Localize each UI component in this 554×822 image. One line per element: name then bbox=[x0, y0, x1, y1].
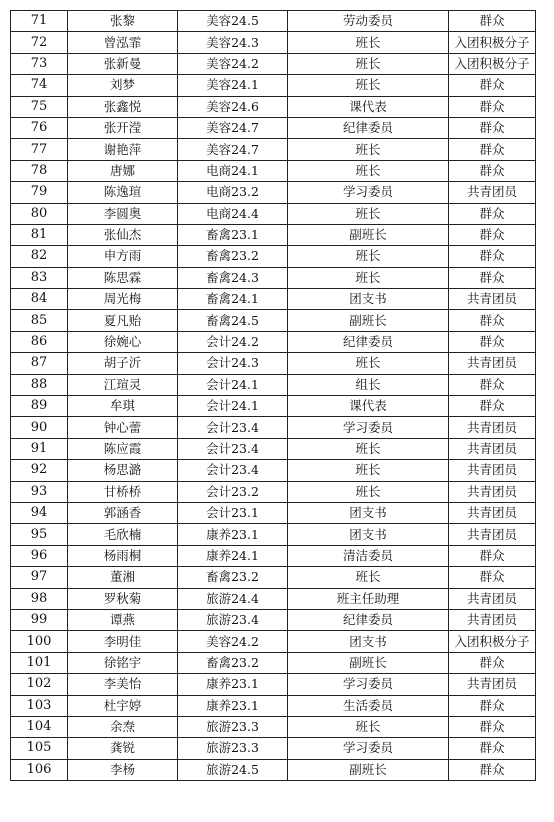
row-number-cell: 82 bbox=[11, 246, 68, 267]
row-number-cell: 104 bbox=[11, 716, 68, 737]
position-cell: 劳动委员 bbox=[288, 11, 449, 32]
position-cell: 副班长 bbox=[288, 652, 449, 673]
row-number-cell: 90 bbox=[11, 417, 68, 438]
student-name-cell: 胡子沂 bbox=[68, 353, 178, 374]
political-status-cell: 群众 bbox=[449, 652, 536, 673]
table-row bbox=[11, 652, 536, 673]
student-name-cell: 陈应霞 bbox=[68, 438, 178, 459]
row-number-cell: 75 bbox=[11, 96, 68, 117]
row-number-cell: 83 bbox=[11, 267, 68, 288]
student-name-cell: 郭涵香 bbox=[68, 502, 178, 523]
table-row bbox=[11, 396, 536, 417]
student-name-cell: 陈思霖 bbox=[68, 267, 178, 288]
student-name-cell: 张仙杰 bbox=[68, 224, 178, 245]
political-status-cell: 共青团员 bbox=[449, 609, 536, 630]
class-name-cell: 会计23.4 bbox=[178, 438, 288, 459]
table-row bbox=[11, 96, 536, 117]
row-number-cell: 78 bbox=[11, 160, 68, 181]
class-name-cell: 会计23.4 bbox=[178, 417, 288, 438]
position-cell: 学习委员 bbox=[288, 417, 449, 438]
position-cell: 班长 bbox=[288, 567, 449, 588]
position-cell: 纪律委员 bbox=[288, 331, 449, 352]
class-name-cell: 旅游24.4 bbox=[178, 588, 288, 609]
student-name-cell: 徐婉心 bbox=[68, 331, 178, 352]
table-row bbox=[11, 588, 536, 609]
political-status-cell: 群众 bbox=[449, 139, 536, 160]
class-name-cell: 美容24.2 bbox=[178, 631, 288, 652]
class-name-cell: 畜禽24.5 bbox=[178, 310, 288, 331]
class-name-cell: 会计23.4 bbox=[178, 460, 288, 481]
class-name-cell: 美容24.7 bbox=[178, 117, 288, 138]
table-row bbox=[11, 524, 536, 545]
student-name-cell: 钟心蕾 bbox=[68, 417, 178, 438]
position-cell: 课代表 bbox=[288, 396, 449, 417]
political-status-cell: 群众 bbox=[449, 396, 536, 417]
class-name-cell: 旅游23.3 bbox=[178, 738, 288, 759]
student-name-cell: 张新曼 bbox=[68, 53, 178, 74]
position-cell: 课代表 bbox=[288, 96, 449, 117]
student-name-cell: 张鑫悦 bbox=[68, 96, 178, 117]
class-name-cell: 康养23.1 bbox=[178, 674, 288, 695]
position-cell: 学习委员 bbox=[288, 674, 449, 695]
table-row bbox=[11, 417, 536, 438]
table-row bbox=[11, 674, 536, 695]
roster-table-body bbox=[11, 11, 536, 781]
political-status-cell: 群众 bbox=[449, 203, 536, 224]
table-row bbox=[11, 267, 536, 288]
table-row bbox=[11, 53, 536, 74]
class-name-cell: 畜禽23.2 bbox=[178, 567, 288, 588]
student-name-cell: 龚锐 bbox=[68, 738, 178, 759]
table-row bbox=[11, 545, 536, 566]
student-name-cell: 牟琪 bbox=[68, 396, 178, 417]
class-name-cell: 美容24.6 bbox=[178, 96, 288, 117]
row-number-cell: 74 bbox=[11, 75, 68, 96]
class-name-cell: 康养23.1 bbox=[178, 695, 288, 716]
table-row bbox=[11, 160, 536, 181]
row-number-cell: 72 bbox=[11, 32, 68, 53]
row-number-cell: 102 bbox=[11, 674, 68, 695]
class-name-cell: 畜禽24.3 bbox=[178, 267, 288, 288]
student-name-cell: 谭燕 bbox=[68, 609, 178, 630]
class-name-cell: 旅游24.5 bbox=[178, 759, 288, 780]
student-name-cell: 张开滢 bbox=[68, 117, 178, 138]
political-status-cell: 群众 bbox=[449, 96, 536, 117]
position-cell: 团支书 bbox=[288, 289, 449, 310]
political-status-cell: 共青团员 bbox=[449, 182, 536, 203]
row-number-cell: 84 bbox=[11, 289, 68, 310]
position-cell: 班长 bbox=[288, 160, 449, 181]
class-name-cell: 康养24.1 bbox=[178, 545, 288, 566]
student-name-cell: 唐娜 bbox=[68, 160, 178, 181]
position-cell: 清洁委员 bbox=[288, 545, 449, 566]
class-name-cell: 美容24.3 bbox=[178, 32, 288, 53]
political-status-cell: 入团积极分子 bbox=[449, 631, 536, 652]
student-name-cell: 李美怡 bbox=[68, 674, 178, 695]
row-number-cell: 97 bbox=[11, 567, 68, 588]
position-cell: 团支书 bbox=[288, 502, 449, 523]
table-row bbox=[11, 139, 536, 160]
class-name-cell: 会计24.1 bbox=[178, 396, 288, 417]
table-row bbox=[11, 182, 536, 203]
position-cell: 副班长 bbox=[288, 224, 449, 245]
class-name-cell: 美容24.1 bbox=[178, 75, 288, 96]
student-name-cell: 甘桥桥 bbox=[68, 481, 178, 502]
row-number-cell: 103 bbox=[11, 695, 68, 716]
student-name-cell: 夏凡贻 bbox=[68, 310, 178, 331]
table-row bbox=[11, 289, 536, 310]
row-number-cell: 73 bbox=[11, 53, 68, 74]
row-number-cell: 86 bbox=[11, 331, 68, 352]
table-row bbox=[11, 374, 536, 395]
position-cell: 生活委员 bbox=[288, 695, 449, 716]
table-row bbox=[11, 224, 536, 245]
table-row bbox=[11, 438, 536, 459]
class-name-cell: 会计24.1 bbox=[178, 374, 288, 395]
table-row bbox=[11, 310, 536, 331]
position-cell: 团支书 bbox=[288, 524, 449, 545]
student-name-cell: 杨雨桐 bbox=[68, 545, 178, 566]
position-cell: 班长 bbox=[288, 75, 449, 96]
class-name-cell: 会计24.3 bbox=[178, 353, 288, 374]
table-row bbox=[11, 331, 536, 352]
table-row bbox=[11, 203, 536, 224]
political-status-cell: 群众 bbox=[449, 246, 536, 267]
row-number-cell: 91 bbox=[11, 438, 68, 459]
political-status-cell: 群众 bbox=[449, 11, 536, 32]
political-status-cell: 共青团员 bbox=[449, 588, 536, 609]
student-name-cell: 申方雨 bbox=[68, 246, 178, 267]
class-name-cell: 会计24.2 bbox=[178, 331, 288, 352]
table-row bbox=[11, 460, 536, 481]
political-status-cell: 入团积极分子 bbox=[449, 32, 536, 53]
political-status-cell: 群众 bbox=[449, 267, 536, 288]
row-number-cell: 94 bbox=[11, 502, 68, 523]
political-status-cell: 群众 bbox=[449, 738, 536, 759]
political-status-cell: 群众 bbox=[449, 545, 536, 566]
student-name-cell: 杨思潞 bbox=[68, 460, 178, 481]
table-row bbox=[11, 32, 536, 53]
roster-table bbox=[10, 10, 536, 781]
table-row bbox=[11, 695, 536, 716]
position-cell: 班长 bbox=[288, 267, 449, 288]
row-number-cell: 98 bbox=[11, 588, 68, 609]
table-row bbox=[11, 631, 536, 652]
row-number-cell: 105 bbox=[11, 738, 68, 759]
student-name-cell: 张黎 bbox=[68, 11, 178, 32]
table-row bbox=[11, 609, 536, 630]
table-row bbox=[11, 11, 536, 32]
political-status-cell: 群众 bbox=[449, 374, 536, 395]
political-status-cell: 共青团员 bbox=[449, 353, 536, 374]
political-status-cell: 群众 bbox=[449, 160, 536, 181]
table-row bbox=[11, 75, 536, 96]
political-status-cell: 群众 bbox=[449, 310, 536, 331]
position-cell: 班长 bbox=[288, 246, 449, 267]
student-name-cell: 刘梦 bbox=[68, 75, 178, 96]
political-status-cell: 群众 bbox=[449, 695, 536, 716]
class-name-cell: 电商24.4 bbox=[178, 203, 288, 224]
political-status-cell: 群众 bbox=[449, 567, 536, 588]
class-name-cell: 美容24.2 bbox=[178, 53, 288, 74]
political-status-cell: 群众 bbox=[449, 331, 536, 352]
political-status-cell: 共青团员 bbox=[449, 289, 536, 310]
position-cell: 团支书 bbox=[288, 631, 449, 652]
political-status-cell: 共青团员 bbox=[449, 674, 536, 695]
position-cell: 纪律委员 bbox=[288, 609, 449, 630]
row-number-cell: 80 bbox=[11, 203, 68, 224]
class-name-cell: 会计23.2 bbox=[178, 481, 288, 502]
political-status-cell: 共青团员 bbox=[449, 481, 536, 502]
table-row bbox=[11, 716, 536, 737]
position-cell: 学习委员 bbox=[288, 738, 449, 759]
position-cell: 班长 bbox=[288, 353, 449, 374]
position-cell: 班长 bbox=[288, 460, 449, 481]
class-name-cell: 畜禽23.2 bbox=[178, 652, 288, 673]
student-name-cell: 江瑄灵 bbox=[68, 374, 178, 395]
student-name-cell: 周光梅 bbox=[68, 289, 178, 310]
political-status-cell: 共青团员 bbox=[449, 417, 536, 438]
position-cell: 学习委员 bbox=[288, 182, 449, 203]
student-name-cell: 李明佳 bbox=[68, 631, 178, 652]
row-number-cell: 100 bbox=[11, 631, 68, 652]
student-name-cell: 曾泓霏 bbox=[68, 32, 178, 53]
position-cell: 副班长 bbox=[288, 310, 449, 331]
political-status-cell: 共青团员 bbox=[449, 460, 536, 481]
political-status-cell: 群众 bbox=[449, 117, 536, 138]
table-row bbox=[11, 738, 536, 759]
student-name-cell: 董湘 bbox=[68, 567, 178, 588]
position-cell: 班主任助理 bbox=[288, 588, 449, 609]
position-cell: 组长 bbox=[288, 374, 449, 395]
row-number-cell: 89 bbox=[11, 396, 68, 417]
class-name-cell: 电商23.2 bbox=[178, 182, 288, 203]
political-status-cell: 群众 bbox=[449, 716, 536, 737]
political-status-cell: 群众 bbox=[449, 224, 536, 245]
political-status-cell: 共青团员 bbox=[449, 524, 536, 545]
row-number-cell: 76 bbox=[11, 117, 68, 138]
class-name-cell: 会计23.1 bbox=[178, 502, 288, 523]
political-status-cell: 群众 bbox=[449, 75, 536, 96]
row-number-cell: 85 bbox=[11, 310, 68, 331]
political-status-cell: 入团积极分子 bbox=[449, 53, 536, 74]
row-number-cell: 71 bbox=[11, 11, 68, 32]
table-row bbox=[11, 502, 536, 523]
class-name-cell: 畜禽23.2 bbox=[178, 246, 288, 267]
position-cell: 纪律委员 bbox=[288, 117, 449, 138]
row-number-cell: 101 bbox=[11, 652, 68, 673]
class-name-cell: 美容24.5 bbox=[178, 11, 288, 32]
class-name-cell: 美容24.7 bbox=[178, 139, 288, 160]
student-name-cell: 余焘 bbox=[68, 716, 178, 737]
row-number-cell: 93 bbox=[11, 481, 68, 502]
student-name-cell: 李圆奥 bbox=[68, 203, 178, 224]
row-number-cell: 95 bbox=[11, 524, 68, 545]
student-name-cell: 谢艳萍 bbox=[68, 139, 178, 160]
row-number-cell: 81 bbox=[11, 224, 68, 245]
row-number-cell: 88 bbox=[11, 374, 68, 395]
position-cell: 班长 bbox=[288, 481, 449, 502]
table-row bbox=[11, 117, 536, 138]
class-name-cell: 康养23.1 bbox=[178, 524, 288, 545]
row-number-cell: 92 bbox=[11, 460, 68, 481]
student-name-cell: 杜宇婷 bbox=[68, 695, 178, 716]
position-cell: 班长 bbox=[288, 203, 449, 224]
student-name-cell: 徐铭宇 bbox=[68, 652, 178, 673]
table-row bbox=[11, 481, 536, 502]
class-name-cell: 旅游23.3 bbox=[178, 716, 288, 737]
political-status-cell: 群众 bbox=[449, 759, 536, 780]
table-row bbox=[11, 567, 536, 588]
student-name-cell: 陈逸瑄 bbox=[68, 182, 178, 203]
position-cell: 班长 bbox=[288, 139, 449, 160]
row-number-cell: 99 bbox=[11, 609, 68, 630]
class-name-cell: 电商24.1 bbox=[178, 160, 288, 181]
table-row bbox=[11, 353, 536, 374]
student-name-cell: 毛欣楠 bbox=[68, 524, 178, 545]
table-row bbox=[11, 246, 536, 267]
student-name-cell: 李杨 bbox=[68, 759, 178, 780]
position-cell: 班长 bbox=[288, 32, 449, 53]
political-status-cell: 共青团员 bbox=[449, 438, 536, 459]
position-cell: 班长 bbox=[288, 53, 449, 74]
table-row bbox=[11, 759, 536, 780]
position-cell: 班长 bbox=[288, 716, 449, 737]
position-cell: 班长 bbox=[288, 438, 449, 459]
position-cell: 副班长 bbox=[288, 759, 449, 780]
row-number-cell: 77 bbox=[11, 139, 68, 160]
political-status-cell: 共青团员 bbox=[449, 502, 536, 523]
row-number-cell: 106 bbox=[11, 759, 68, 780]
class-name-cell: 旅游23.4 bbox=[178, 609, 288, 630]
row-number-cell: 87 bbox=[11, 353, 68, 374]
student-name-cell: 罗秋菊 bbox=[68, 588, 178, 609]
row-number-cell: 79 bbox=[11, 182, 68, 203]
class-name-cell: 畜禽23.1 bbox=[178, 224, 288, 245]
class-name-cell: 畜禽24.1 bbox=[178, 289, 288, 310]
row-number-cell: 96 bbox=[11, 545, 68, 566]
